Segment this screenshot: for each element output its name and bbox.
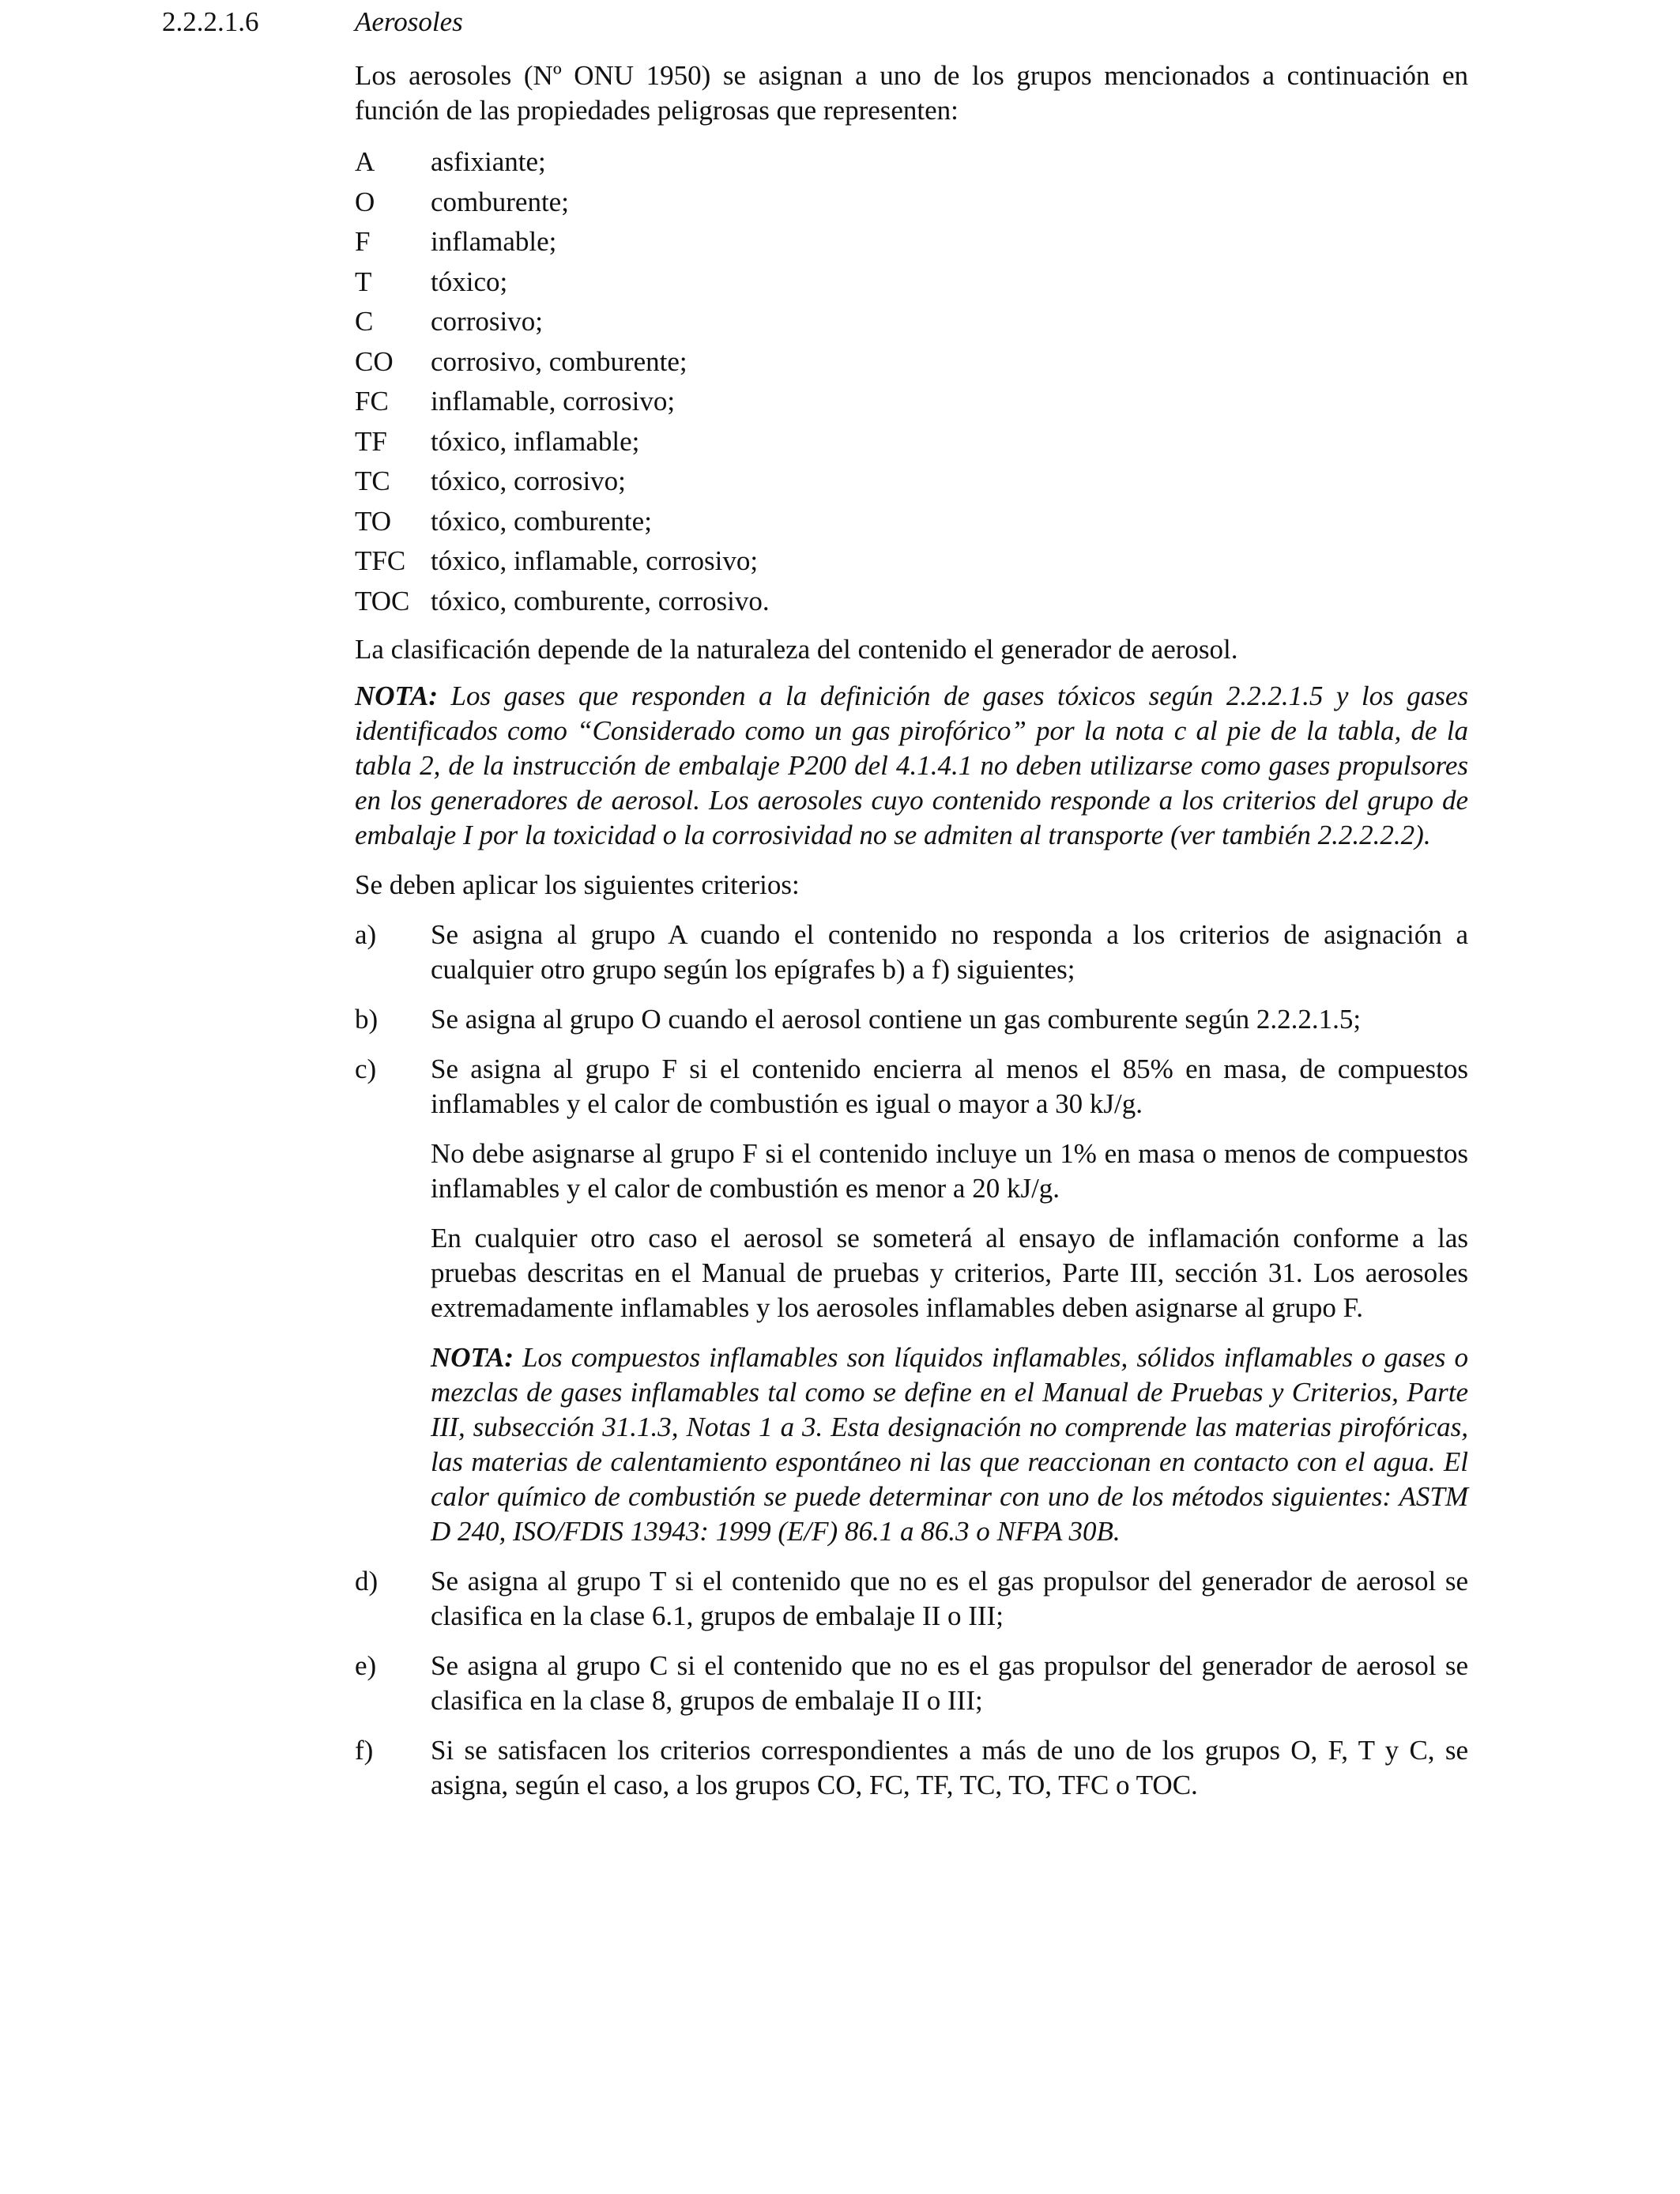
group-description: inflamable; bbox=[431, 226, 557, 257]
criterion-label: f) bbox=[355, 1735, 374, 1766]
criterion-b bbox=[355, 1002, 1468, 1037]
group-code: C bbox=[355, 306, 374, 337]
group-description: tóxico, comburente; bbox=[431, 505, 652, 537]
group-code: TFC bbox=[355, 545, 406, 576]
note-paragraph bbox=[355, 679, 1468, 853]
group-description: corrosivo, comburente; bbox=[431, 345, 687, 377]
group-description: tóxico, corrosivo; bbox=[431, 466, 626, 496]
group-row bbox=[355, 342, 1468, 383]
group-description: tóxico, inflamable; bbox=[431, 425, 640, 457]
group-code: TC bbox=[355, 466, 390, 496]
note-label: NOTA: bbox=[355, 680, 438, 711]
group-row bbox=[355, 382, 1468, 422]
group-row bbox=[355, 262, 1468, 303]
group-description: tóxico; bbox=[431, 266, 508, 297]
group-row bbox=[355, 502, 1468, 542]
group-description: tóxico, inflamable, corrosivo; bbox=[431, 545, 759, 576]
group-code: F bbox=[355, 226, 371, 257]
criterion-c bbox=[355, 1052, 1468, 1549]
group-code: CO bbox=[355, 345, 394, 377]
criterion-text: Si se satisfacen los criterios correspondientes a más de uno de los grupos O, F, T y C, se asigna, según el caso, a los grupos CO, FC, TF, TC, TO, TFC o TOC. bbox=[431, 1735, 1468, 1800]
criterion-a bbox=[355, 918, 1468, 987]
group-code: TOC bbox=[355, 585, 410, 616]
group-code: O bbox=[355, 186, 375, 217]
criterion-f bbox=[355, 1733, 1468, 1803]
criterion-text: Se asigna al grupo T si el contenido que no es el gas propulsor del generador de aerosol se clasifica en la clase 6.1, grupos de embalaje II o III; bbox=[431, 1566, 1468, 1631]
group-row bbox=[355, 462, 1468, 502]
section-number: 2.2.2.1.6 bbox=[162, 6, 259, 37]
criterion-text: Se asigna al grupo O cuando el aerosol contiene un gas comburente según 2.2.2.1.5; bbox=[431, 1004, 1362, 1035]
section-title: Aerosoles bbox=[355, 6, 463, 37]
group-description: inflamable, corrosivo; bbox=[431, 386, 676, 417]
criterion-label: e) bbox=[355, 1650, 377, 1681]
criterion-paragraph: No debe asignarse al grupo F si el contenido incluye un 1% en masa o menos de compuestos inflamables y el calor de combustión es menor a 20 kJ/g. bbox=[431, 1138, 1468, 1204]
group-row bbox=[355, 222, 1468, 262]
group-code: T bbox=[355, 266, 372, 297]
group-row bbox=[355, 541, 1468, 582]
group-code: TF bbox=[355, 425, 387, 457]
group-description: asfixiante; bbox=[431, 146, 546, 177]
criterion-label: a) bbox=[355, 919, 377, 950]
group-code: TO bbox=[355, 505, 392, 537]
criterion-label: b) bbox=[355, 1004, 379, 1035]
criterion-text: Se asigna al grupo C si el contenido que no es el gas propulsor del generador de aerosol se clasifica en la clase 8, grupos de embalaje II o III; bbox=[431, 1650, 1468, 1716]
criterion-note bbox=[431, 1340, 1468, 1549]
group-description: tóxico, comburente, corrosivo. bbox=[431, 585, 770, 616]
criterion-body bbox=[431, 1052, 1468, 1549]
classification-dependency-text: La clasificación depende de la naturaleza del contenido el generador de aerosol. bbox=[355, 634, 1238, 665]
group-code: FC bbox=[355, 386, 389, 417]
group-description: comburente; bbox=[431, 186, 569, 217]
intro-paragraph: Los aerosoles (Nº ONU 1950) se asignan a uno de los grupos mencionados a continuación en función de las propiedades peligrosas que representen: bbox=[355, 60, 1468, 126]
group-row bbox=[355, 582, 1468, 622]
criteria-intro: Se deben aplicar los siguientes criterios: bbox=[355, 869, 800, 900]
criterion-text: Se asigna al grupo A cuando el contenido no responda a los criterios de asignación a cualquier otro grupo según los epígrafes b) a f) siguientes; bbox=[431, 919, 1468, 985]
criterion-d bbox=[355, 1564, 1468, 1634]
group-code-list bbox=[355, 142, 1468, 621]
section-body bbox=[355, 58, 1468, 1818]
note-label: NOTA: bbox=[431, 1342, 514, 1373]
group-row bbox=[355, 422, 1468, 462]
group-row bbox=[355, 142, 1468, 183]
group-row bbox=[355, 302, 1468, 342]
criterion-e bbox=[355, 1649, 1468, 1718]
note-text: Los gases que responden a la definición de gases tóxicos según 2.2.2.1.5 y los gases identificados como “Considerado como un gas pirofórico” por la nota c al pie de la tabla, de la tabla 2, de la instrucción de embalaje P200 del 4.1.4.1 no deben utilizarse como gases propulsores en los generadores de aerosol. Los aerosoles cuyo contenido responde a los criterios del grupo de embalaje I por la toxicidad o la corrosividad no se admiten al transporte (ver también 2.2.2.2.2). bbox=[355, 680, 1468, 850]
criterion-paragraph: En cualquier otro caso el aerosol se someterá al ensayo de inflamación conforme a las pruebas descritas en el Manual de pruebas y criterios, Parte III, sección 31. Los aerosoles extremadamente inflamables y los aerosoles inflamables deben asignarse al grupo F. bbox=[431, 1223, 1468, 1323]
note-text: Los compuestos inflamables son líquidos inflamables, sólidos inflamables o gases o mezclas de gases inflamables tal como se define en el Manual de Pruebas y Criterios, Parte III, subsección 31.1.3, Notas 1 a 3. Esta designación no comprende las materias pirofóricas, las materias de calentamiento espontáneo ni las que reaccionan en contacto con el agua. El calor químico de combustión se puede determinar con uno de los métodos siguientes: ASTM D 240, ISO/FDIS 13943: 1999 (E/F) 86.1 a 86.3 o NFPA 30B. bbox=[431, 1342, 1468, 1547]
group-code: A bbox=[355, 146, 375, 177]
criterion-paragraph: Se asigna al grupo F si el contenido encierra al menos el 85% en masa, de compuestos inflamables y el calor de combustión es igual o mayor a 30 kJ/g. bbox=[431, 1054, 1468, 1119]
group-row bbox=[355, 183, 1468, 223]
group-description: corrosivo; bbox=[431, 306, 543, 337]
criterion-label: c) bbox=[355, 1054, 377, 1084]
criterion-label: d) bbox=[355, 1566, 379, 1596]
